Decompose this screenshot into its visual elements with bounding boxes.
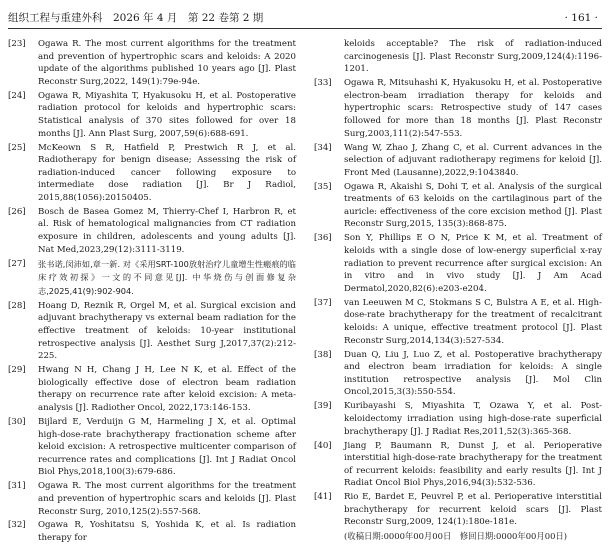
reference-number: [30] [8, 416, 26, 427]
reference-item [314, 142, 602, 180]
reference-number: [29] [8, 365, 26, 376]
reference-item [8, 206, 296, 256]
reference-text: Kuribayashi S, Miyashita T, Ozawa Y, et al. Post-keloidectomy irradiation using high-dose-rate superficial brachytherapy [J]. J Radiat Res,2011,52(3):365-368. [344, 401, 602, 437]
reference-item [8, 480, 296, 518]
reference-number: [24] [8, 90, 26, 101]
reference-item [8, 519, 296, 544]
reference-text: Bosch de Basea Gomez M, Thierry-Chef I, Harbron R, et al. Risk of hematological malignancies from CT radiation exposure in children, adolescents and young adults [J]. Nat Med,2023,29(12):3111-3119. [38, 206, 296, 255]
reference-text: keloids acceptable? The risk of radiation-induced carcinogenesis [J]. Plast Reconstr Surg,2009,124(4):1196-1201. [344, 39, 602, 75]
left-column [8, 38, 296, 546]
reference-text: Ogawa R, Akaishi S, Dohi T, et al. Analysis of the surgical treatments of 63 keloids on the cartilaginous part of the auricle: effectiveness of the core excision method [J]. Plast Reconstr Surg,2015, 135(3):868-875. [344, 181, 602, 230]
reference-text: Bijlard E, Verduijn G M, Harmeling J X, et al. Optimal high-dose-rate brachytherapy fractionation scheme after keloid excision: A retrospective multicenter comparison of recurrence rates and complications [J]. Int J Radiat Oncol Biol Phys,2018,100(3):679-686. [38, 416, 296, 478]
reference-text: Ogawa R. The most current algorithms for the treatment and prevention of hypertrophic scars and keloids: A 2020 update of the algorithms published 10 years ago [J]. Plast Reconstr Surg,2022, 149(1):79e-94e. [38, 39, 296, 87]
reference-text: 张书诺,闵沛如,章一新. 对《采用SRT-100放射治疗儿童增生性瘢痕的临床疗效初探》一文的不同意见[J]. 中华烧伤与创面修复杂志,2025,41(9):902-904. [38, 258, 296, 296]
reference-text: Hwang N H, Chang J H, Lee N K, et al. Effect of the biologically effective dose of electron beam radiation therapy on recurrence rate after keloid excision: A meta-analysis [J]. Radiother Oncol, 2022,173:146-153. [38, 365, 296, 413]
reference-text: van Leeuwen M C, Stokmans S C, Bulstra A E, et al. High-dose-rate brachytherapy for the treatment of recalcitrant keloids: A unique, effective treatment protocol [J]. Plast Reconstr Surg,2014,134(3):527-534. [344, 297, 602, 346]
reference-text: Wang W, Zhao J, Zhang C, et al. Current advances in the selection of adjuvant radiotherapy regimens for keloid [J]. Front Med (Lausanne),2022,9:1043840. [344, 142, 602, 178]
reference-number: [40] [314, 440, 332, 451]
reference-item [314, 349, 602, 399]
reference-text: Son Y, Phillips E O N, Price K M, et al. Treatment of keloids with a single dose of low-energy superficial x-ray radiation to prevent recurrence after surgical excision: An in vitro and in vivo study [J]. J Am Acad Dermatol,2020,82(6):e203-e204. [344, 233, 602, 294]
reference-item [8, 38, 296, 88]
reference-number: [38] [314, 349, 332, 360]
reference-item [8, 90, 296, 140]
reference-number: [33] [314, 78, 332, 89]
received-date-note: (收稿日期:0000年00月00日 修回日期:0000年00月00日) [344, 531, 568, 542]
reference-item [314, 181, 602, 231]
reference-text: Rio E, Bardet E, Peuvrel P, et al. Perioperative interstitial brachytherapy for recurrent keloid scars [J]. Plast Reconstr Surg,2009, 124(1):180e-181e. [344, 492, 602, 528]
reference-number: [31] [8, 481, 26, 492]
reference-number: [23] [8, 39, 26, 49]
reference-number: [25] [8, 142, 26, 153]
reference-item [8, 300, 296, 363]
reference-number: [36] [314, 233, 332, 244]
reference-number: [28] [8, 300, 26, 311]
reference-continuation [314, 38, 602, 76]
reference-item [8, 364, 296, 414]
reference-number: [37] [314, 297, 332, 308]
reference-item [314, 491, 602, 529]
reference-item [314, 297, 602, 347]
reference-number: [41] [314, 492, 332, 503]
reference-text: McKeown S R, Hatfield P, Prestwich R J, et al. Radiotherapy for benign disease; Assessing the risk of radiation-induced cancer following exposure to intermediate dose radiation [J]. Br J Radiol, 2015,88(1056):20150405. [38, 142, 296, 203]
reference-item [314, 440, 602, 490]
reference-number: [35] [314, 181, 332, 192]
reference-text: Ogawa R, Yoshitatsu S, Yoshida K, et al. Is radiation therapy for [38, 520, 296, 544]
journal-title: 组织工程与重建外科 2026 年 4 月 第 22 卷第 2 期 [8, 12, 264, 24]
reference-number: [32] [8, 520, 26, 531]
reference-item [314, 232, 602, 295]
reference-text: Ogawa R. The most current algorithms for the treatment and prevention of hypertrophic scars and keloids [J]. Plast Reconstr Surg, 2010,125(2):557-568. [38, 481, 296, 517]
reference-number: [26] [8, 206, 26, 217]
reference-text: Ogawa R, Mitsuhashi K, Hyakusoku H, et al. Postoperative electron-beam irradiation therapy for keloids and hypertrophic scars: Retrospective study of 147 cases followed for more than 18 months [J]. Plast Reconstr Surg,2003,111(2):547-553. [344, 78, 602, 139]
reference-number: [27] [8, 258, 26, 269]
page-number: · 161 · [564, 12, 598, 24]
running-header [8, 6, 602, 29]
reference-item [8, 416, 296, 479]
reference-item [314, 400, 602, 438]
reference-item [8, 258, 296, 299]
reference-text: Ogawa R, Miyashita T, Hyakusoku H, et al. Postoperative radiation protocol for keloids and hypertrophic scars: Statistical analysis of 370 sites followed for over 18 months [J]. Ann Plast Surg, 2007,59(6):688-691. [38, 90, 296, 139]
reference-text: Jiang P, Baumann R, Dunst J, et al. Perioperative interstitial high-dose-rate brachytherapy for the treatment of recurrent keloids: feasibility and early results [J]. Int J Radiat Oncol Biol Phys,2016,94(3):532-536. [344, 440, 602, 489]
reference-item [314, 77, 602, 140]
reference-text: Hoang D, Reznik R, Orgel M, et al. Surgical excision and adjuvant brachytherapy vs external beam radiation for the effective treatment of keloids: 10-year institutional retrospective analysis [J]. Aesthet Surg J,2017,37(2):212-225. [38, 300, 296, 362]
reference-text: Duan Q, Liu J, Luo Z, et al. Postoperative brachytherapy and electron beam irradiation for keloids: A single institution retrospective analysis [J]. Mol Clin Oncol,2015,3(3):550-554. [344, 349, 602, 398]
reference-item [8, 142, 296, 205]
reference-number: [39] [314, 401, 332, 412]
reference-number: [34] [314, 142, 332, 153]
right-column [314, 38, 602, 543]
